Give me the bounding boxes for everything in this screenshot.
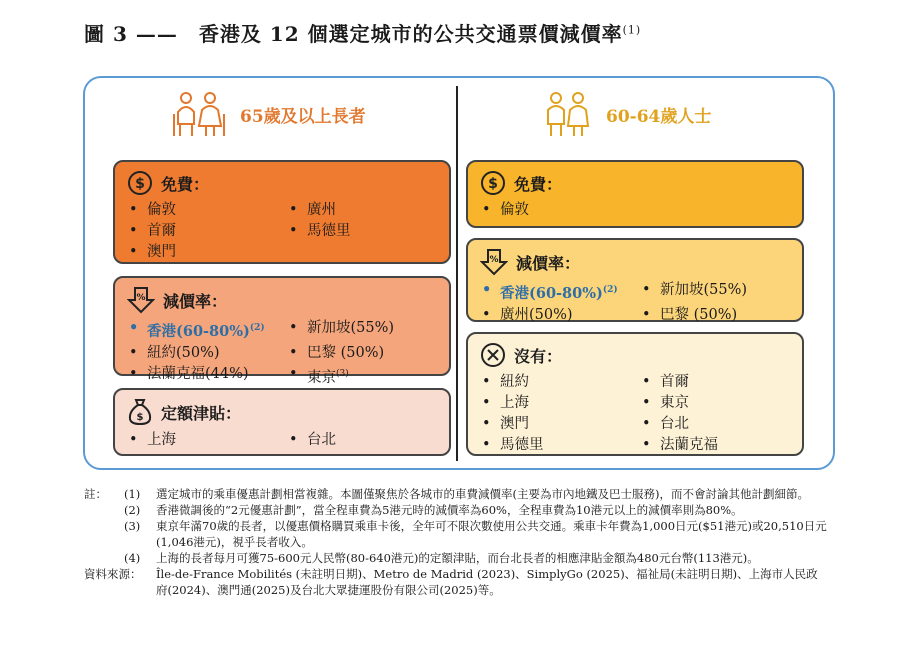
left-discount-title-text: 減價率：: [163, 291, 228, 311]
list-item: • 新加坡(55%): [287, 318, 447, 342]
list-item-hong-kong: [127, 318, 287, 342]
note-row: [84, 486, 829, 502]
left-heading: [168, 90, 366, 138]
right-discount-title: [480, 248, 790, 276]
list-item: • 倫敦: [480, 200, 640, 220]
source-text: Île-de-France Mobilités (未註明日期)、Metro de Madrid (2023)、SimplyGo (2025)、福祉局(未註明日期)、上海市人民政府(2024)、澳門通(2025)及台北大眾捷運股份有限公司(2025)等。: [156, 567, 818, 597]
list-item: • 台北: [287, 430, 447, 450]
elderly-couple-icon: [168, 90, 230, 138]
hk-rate: 香港(60-80%): [147, 322, 250, 340]
list-item: • 台北: [640, 414, 800, 434]
percent-down-arrow-icon: [480, 248, 508, 276]
svg-text:$: $: [136, 412, 144, 423]
dollar-circle-icon: [480, 170, 506, 196]
left-free-title-text: 免費：: [161, 174, 210, 194]
note-text: 上海的長者每月可獲75-600元人民幣(80-640港元)的定額津貼，而台北長者的相應津貼金額為480元台幣(113港元)。: [156, 551, 759, 565]
svg-text:%: %: [489, 255, 499, 265]
tokyo-sup: (3): [336, 368, 349, 379]
note-row: [84, 518, 829, 550]
source-label: 資料來源：: [84, 567, 142, 581]
left-free-title: [127, 170, 437, 196]
dollar-circle-icon: [127, 170, 153, 196]
source-row: [84, 566, 829, 598]
right-heading: [540, 90, 711, 138]
svg-text:%: %: [136, 293, 146, 303]
list-item: • 上海: [480, 393, 640, 413]
middle-aged-couple-icon: [540, 90, 596, 138]
right-free-title-text: 免費：: [514, 174, 563, 194]
left-subsidy-list: [127, 430, 437, 450]
note-row: [84, 502, 829, 518]
right-none-list: [480, 372, 790, 455]
list-item: • 紐約(50%): [127, 343, 287, 363]
notes-section: [84, 486, 829, 598]
list-item: • 馬德里: [287, 221, 447, 241]
right-discount-list: [480, 280, 790, 325]
left-subsidy-box: [113, 388, 451, 456]
list-item: • 新加坡(55%): [640, 280, 800, 304]
notes-label: 註：: [84, 487, 107, 501]
left-heading-label: 65歲及以上長者: [240, 106, 366, 127]
note-number: (2): [124, 503, 141, 517]
column-divider: [456, 86, 458, 461]
right-free-list: [480, 200, 790, 220]
note-text: 東京年滿70歲的長者，以優惠價格購買乘車卡後，全年可不限次數使用公共交通。乘車卡年費為1,000日元($51港元)或20,510日元(1,046港元)，視乎長者收入。: [156, 519, 827, 549]
right-none-title: [480, 342, 790, 368]
list-item: • 東京: [640, 393, 800, 413]
list-item: • 首爾: [127, 221, 287, 241]
left-free-box: [113, 160, 451, 264]
right-free-box: [466, 160, 804, 228]
list-item: • 倫敦: [127, 200, 287, 220]
hk-rate-sup: (2): [249, 323, 265, 333]
figure-title: [84, 18, 641, 47]
hk-rate-sup: (2): [602, 285, 618, 295]
right-discount-title-text: 減價率：: [516, 253, 581, 273]
left-discount-box: [113, 276, 451, 386]
left-subsidy-title-text: 定額津貼：: [161, 403, 242, 423]
tokyo-label: 東京: [307, 369, 336, 386]
note-number: (3): [124, 519, 141, 533]
list-item: • 巴黎 (50%): [640, 305, 800, 325]
note-text: 香港微調後的“2元優惠計劃”，當全程車費為5港元時的減價率為60%，全程車費為10港元以上的減價率則為80%。: [156, 503, 743, 517]
figure-title-sup: (1): [622, 23, 642, 37]
list-item: • 紐約: [480, 372, 640, 392]
list-item: • 法蘭克福(44%): [127, 364, 287, 388]
svg-text:$: $: [135, 176, 145, 192]
list-item: • 廣州(50%): [480, 305, 640, 325]
left-subsidy-title: [127, 398, 437, 426]
note-text: 選定城市的乘車優惠計劃相當複雜。本圖僅聚焦於各城市的車費減價率(主要為市內地鐵及巴士服務)，而不會討論其他計劃細節。: [156, 487, 809, 501]
note-number: (1): [124, 487, 141, 501]
list-item-hong-kong: [480, 280, 640, 304]
left-free-list: [127, 200, 437, 262]
right-none-box: [466, 332, 804, 456]
money-bag-icon: [127, 398, 153, 426]
list-item: • 廣州: [287, 200, 447, 220]
hk-rate: 香港(60-80%): [500, 284, 603, 302]
note-row: [84, 550, 829, 566]
right-discount-box: [466, 238, 804, 322]
list-item: • 澳門: [480, 414, 640, 434]
list-item: • 法蘭克福: [640, 435, 800, 455]
percent-down-arrow-icon: [127, 286, 155, 314]
list-item: • 首爾: [640, 372, 800, 392]
left-discount-title: [127, 286, 437, 314]
right-free-title: [480, 170, 790, 196]
list-item-tokyo: [287, 364, 447, 388]
svg-text:$: $: [488, 176, 498, 192]
figure-title-text: 圖 3 —— 香港及 12 個選定城市的公共交通票價減價率: [84, 22, 623, 46]
note-number: (4): [124, 551, 141, 565]
list-item: • 澳門: [127, 242, 287, 262]
list-item: • 馬德里: [480, 435, 640, 455]
list-item: • 巴黎 (50%): [287, 343, 447, 363]
left-discount-list: [127, 318, 437, 388]
right-heading-label: 60-64歲人士: [606, 106, 712, 127]
right-none-title-text: 沒有：: [514, 346, 563, 366]
list-item: • 上海: [127, 430, 287, 450]
cross-circle-icon: [480, 342, 506, 368]
